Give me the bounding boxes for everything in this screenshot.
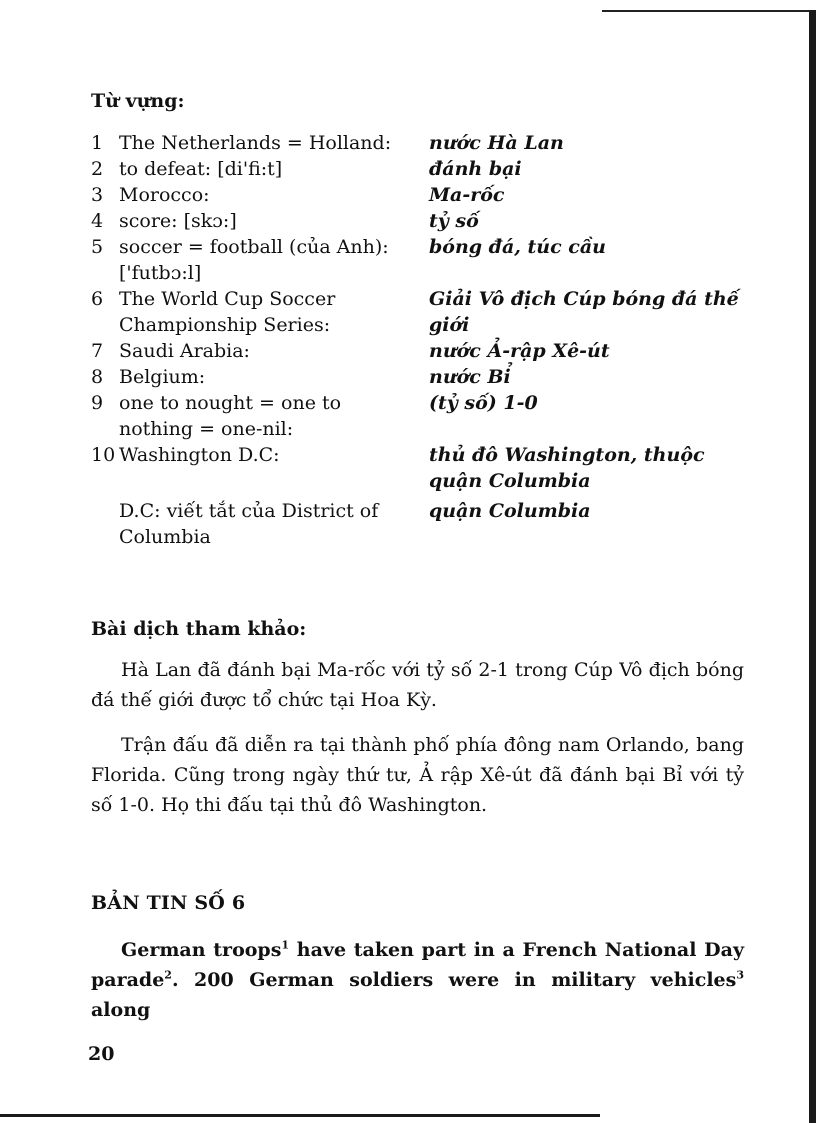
vocab-meaning: thủ đô Washington, thuộc quận Columbia (429, 444, 705, 492)
vocab-number: 9 (91, 392, 104, 414)
vocab-item (91, 130, 791, 156)
bottom-rule (0, 1114, 600, 1117)
vocabulary-list (91, 130, 791, 550)
vocab-term: Belgium: (119, 366, 206, 388)
vocab-note (91, 498, 791, 550)
translation-paragraph: Trận đấu đã diễn ra tại thành phố phía đông nam Orlando, bang Florida. Cũng trong ngày thứ tư, Ả rập Xê-út đã đánh bại Bỉ với tỷ số 1-0. Họ thi đấu tại thủ đô Washington. (91, 734, 744, 816)
vocab-term: soccer = football (của Anh): ['futbɔ:l] (119, 236, 389, 284)
top-rule (602, 10, 816, 12)
vocab-term: Saudi Arabia: (119, 340, 250, 362)
vocab-meaning: nước Hà Lan (429, 132, 564, 154)
vocab-number: 2 (91, 158, 104, 180)
translation-heading: Bài dịch tham khảo: (91, 618, 307, 640)
vocab-term: to defeat: [di'fi:t] (119, 158, 283, 180)
vocab-term: score: [skɔ:] (119, 210, 237, 232)
vocab-number: 8 (91, 366, 104, 388)
vocab-number: 3 (91, 184, 104, 206)
vocab-meaning: (tỷ số) 1-0 (429, 392, 538, 414)
vocab-number: 4 (91, 210, 104, 232)
footnote-ref: 1 (281, 938, 290, 952)
right-edge-rule (809, 10, 816, 1123)
vocab-item (91, 338, 791, 364)
bulletin-paragraph: German troops$^1$ have taken part in a French National Day parade$^2$. 200 German soldiers were in military vehicles$^3$ along (91, 938, 744, 1021)
vocab-meaning: tỷ số (429, 210, 479, 232)
vocab-meaning: bóng đá, túc cầu (429, 236, 606, 258)
vocab-item (91, 208, 791, 234)
vocab-meaning: nước Ả-rập Xê-út (429, 340, 610, 362)
vocab-number: 5 (91, 236, 104, 258)
vocab-item (91, 156, 791, 182)
vocab-term: Morocco: (119, 184, 210, 206)
vocab-meaning: nước Bỉ (429, 366, 511, 388)
vocab-item (91, 442, 791, 494)
vocab-note-meaning: quận Columbia (429, 500, 591, 522)
vocab-item (91, 286, 791, 338)
footnote-ref: 3 (736, 968, 744, 982)
vocab-meaning: Ma-rốc (429, 184, 505, 206)
vocab-term: Washington D.C: (119, 444, 280, 466)
vocab-item (91, 390, 791, 442)
vocab-term: The Netherlands = Holland: (119, 132, 392, 154)
vocab-item (91, 234, 791, 286)
vocab-note-term: D.C: viết tắt của District of Columbia (119, 500, 379, 548)
vocab-meaning: Giải Vô địch Cúp bóng đá thế giới (429, 288, 739, 336)
translation-paragraph: Hà Lan đã đánh bại Ma-rốc với tỷ số 2-1 trong Cúp Vô địch bóng đá thế giới được tổ chức tại Hoa Kỳ. (91, 659, 744, 711)
page-number: 20 (88, 1043, 115, 1065)
vocab-number: 1 (91, 132, 104, 154)
footnote-ref: 2 (164, 968, 172, 982)
vocabulary-heading: Từ vựng: (91, 90, 185, 112)
vocab-term: The World Cup Soccer Championship Series: (119, 288, 336, 336)
bulletin-heading: BẢN TIN SỐ 6 (91, 892, 246, 914)
vocab-meaning: đánh bại (429, 158, 522, 180)
vocab-item (91, 182, 791, 208)
vocab-number: 6 (91, 288, 104, 310)
vocab-item (91, 364, 791, 390)
vocab-term: one to nought = one to nothing = one-nil: (119, 392, 342, 440)
vocab-number: 10 (91, 444, 116, 466)
vocab-number: 7 (91, 340, 104, 362)
